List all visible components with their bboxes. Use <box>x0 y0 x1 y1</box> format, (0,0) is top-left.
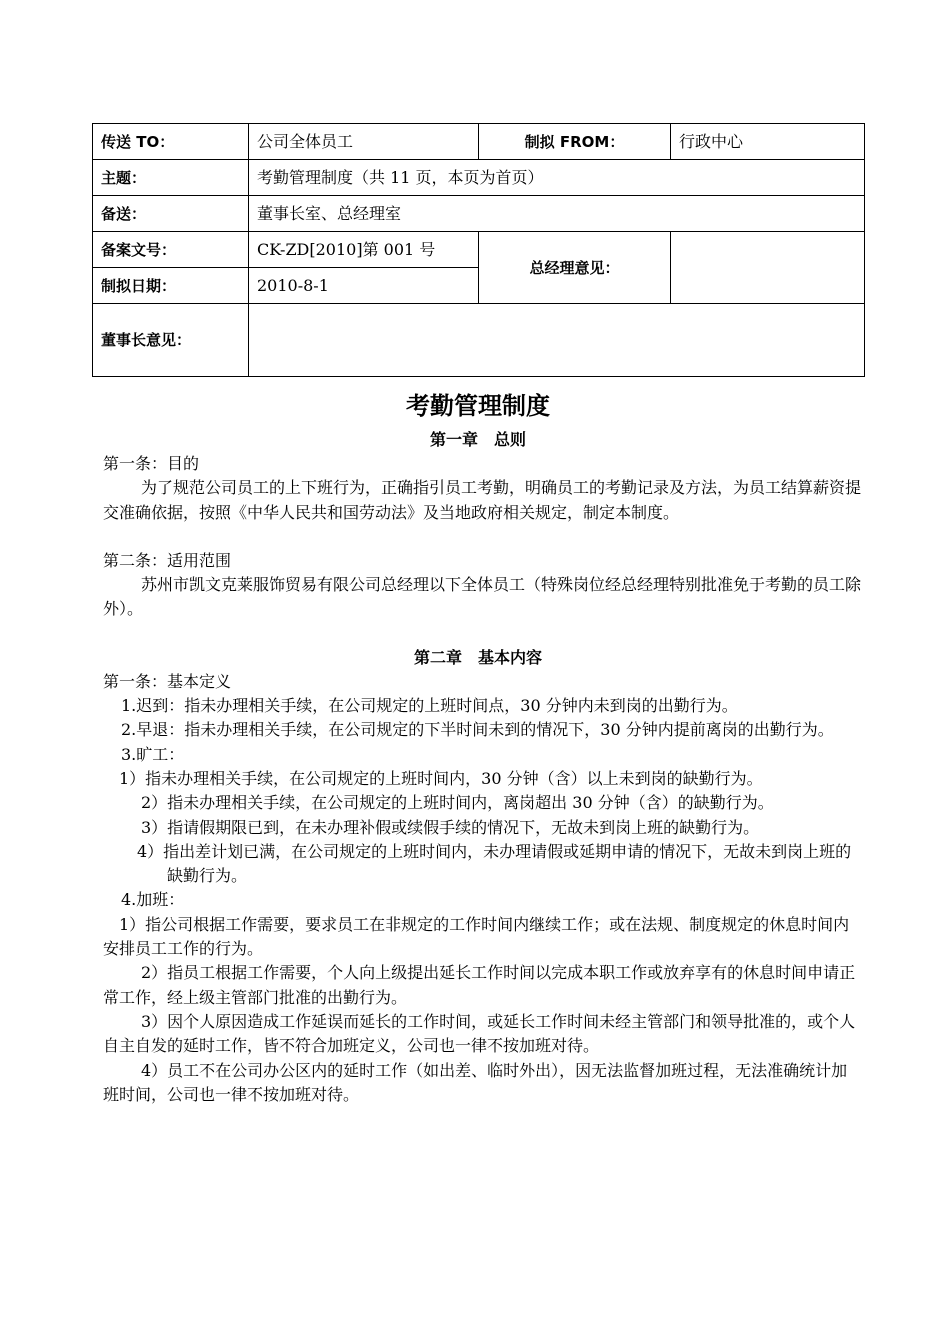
overtime-item-2: 2）指员工根据工作需要，个人向上级提出延长工作时间以完成本职工作或放弃享有的休息时间申请正常工作，经上级主管部门批准的出勤行为。 <box>103 963 856 1007</box>
definition-late: 1.迟到：指未办理相关手续，在公司规定的上班时间点，30 分钟内未到岗的出勤行为。 <box>121 696 738 716</box>
chair-opinion-value <box>249 304 865 377</box>
from-label: 制拟 FROM： <box>479 124 671 160</box>
date-label: 制拟日期： <box>93 268 249 304</box>
memo-header-table <box>92 123 865 377</box>
chapter-1-heading: 第一章 总则 <box>429 430 526 449</box>
gm-opinion-label: 总经理意见： <box>479 232 671 304</box>
article-1-1-heading: 第一条：目的 <box>103 454 200 473</box>
file-no-value: CK-ZD[2010]第 001 号 <box>249 232 479 268</box>
absent-item-2: 2）指未办理相关手续，在公司规定的上班时间内，离岗超出 30 分钟（含）的缺勤行为。 <box>141 793 774 813</box>
article-1-1-text: 为了规范公司员工的上下班行为，正确指引员工考勤，明确员工的考勤记录及方法，为员工结算薪资提交准确依据，按照《中华人民共和国劳动法》及当地政府相关规定，制定本制度。 <box>103 478 862 522</box>
definition-absent: 3.旷工： <box>121 744 185 764</box>
subject-value: 考勤管理制度（共 11 页，本页为首页） <box>249 160 865 196</box>
document-body <box>103 388 863 1107</box>
gm-opinion-value <box>671 232 865 304</box>
definition-early-leave: 2.早退：指未办理相关手续，在公司规定的下半时间未到的情况下，30 分钟内提前离岗的出勤行为。 <box>121 720 834 740</box>
overtime-item-3: 3）因个人原因造成工作延误而延长的工作时间，或延长工作时间未经主管部门和领导批准的，或个人自主自发的延时工作，皆不符合加班定义，公司也一律不按加班对待。 <box>103 1011 856 1056</box>
to-value: 公司全体员工 <box>249 124 479 160</box>
date-value: 2010-8-1 <box>249 268 479 304</box>
absent-item-3: 3）指请假期限已到，在未办理补假或续假手续的情况下，无故未到岗上班的缺勤行为。 <box>141 817 760 837</box>
file-no-label: 备案文号： <box>93 232 249 268</box>
cc-value: 董事长室、总经理室 <box>249 196 865 232</box>
from-value: 行政中心 <box>671 124 865 160</box>
document-title: 考勤管理制度 <box>406 392 550 420</box>
subject-label: 主题： <box>93 160 249 196</box>
absent-item-4: 4）指出差计划已满，在公司规定的上班时间内，未办理请假或延期申请的情况下，无故未到岗上班的缺勤行为。 <box>137 841 852 886</box>
to-label: 传送 TO： <box>93 124 249 160</box>
article-1-2-text: 苏州市凯文克莱服饰贸易有限公司总经理以下全体员工（特殊岗位经总经理特别批准免于考勤的员工除外）。 <box>103 575 862 619</box>
overtime-item-1: 1）指公司根据工作需要，要求员工在非规定的工作时间内继续工作；或在法规、制度规定的休息时间内安排员工工作的行为。 <box>103 914 850 959</box>
absent-item-1: 1）指未办理相关手续，在公司规定的上班时间内，30 分钟（含）以上未到岗的缺勤行为。 <box>119 768 763 788</box>
article-2-1-heading: 第一条：基本定义 <box>103 671 232 691</box>
article-1-2-heading: 第二条：适用范围 <box>103 550 232 570</box>
overtime-item-4: 4）员工不在公司办公区内的延时工作（如出差、临时外出），因无法监督加班过程，无法准确统计加班时间，公司也一律不按加班对待。 <box>103 1060 848 1104</box>
definition-overtime: 4.加班： <box>121 890 185 910</box>
chair-opinion-label: 董事长意见： <box>93 304 249 377</box>
cc-label: 备送： <box>93 196 249 232</box>
chapter-2-heading: 第二章 基本内容 <box>413 647 542 667</box>
